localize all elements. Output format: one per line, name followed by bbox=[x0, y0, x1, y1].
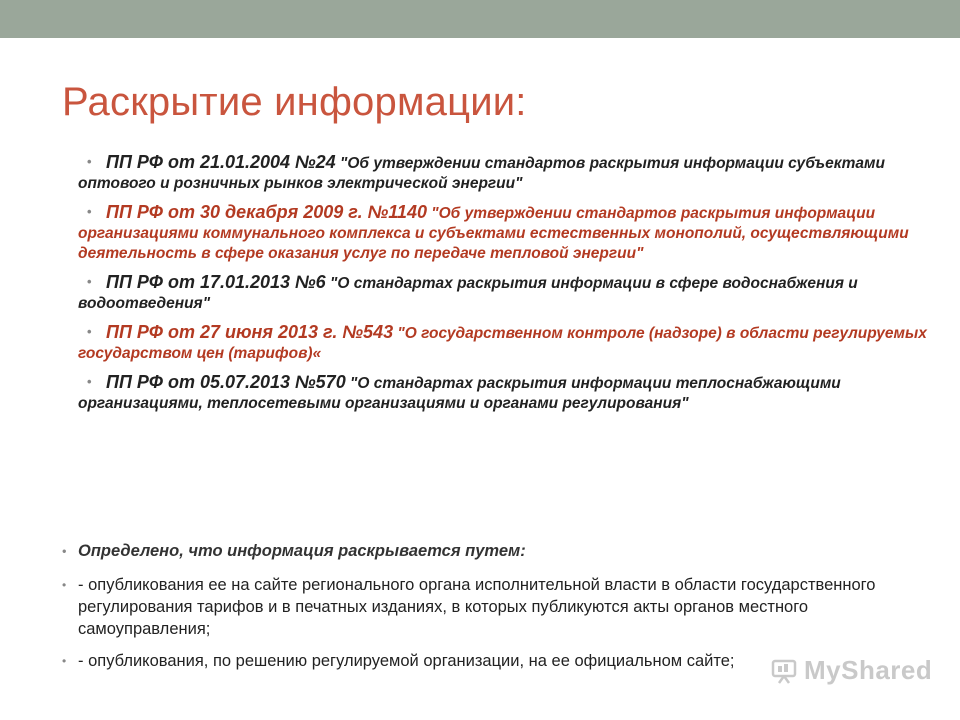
list-item bbox=[62, 574, 882, 640]
bullet: • bbox=[87, 374, 92, 389]
body-list bbox=[62, 540, 882, 682]
document-item bbox=[78, 372, 928, 414]
list-item-text: Определено, что информация раскрывается путем: bbox=[78, 542, 526, 560]
document-text: "О стандартах раскрытия информации в сфере водоснабжения и водоотведения" bbox=[78, 275, 858, 312]
top-bar bbox=[0, 0, 960, 38]
document-heading: ПП РФ от 27 июня 2013 г. №543 bbox=[106, 322, 394, 342]
document-text: "О стандартах раскрытия информации теплоснабжающими организациями, теплосетевыми организациями и органами регулирования" bbox=[78, 375, 841, 412]
document-text: "О государственном контроле (надзоре) в области регулируемых государством цен (тарифов)« bbox=[78, 325, 927, 362]
slide-title: Раскрытие информации: bbox=[62, 80, 527, 124]
list-item-text: - опубликования ее на сайте регионального органа исполнительной власти в области государственного регулирования тарифов и в печатных изданиях, в которых публикуются акты органов местного самоуправления; bbox=[78, 576, 876, 638]
document-heading: ПП РФ от 30 декабря 2009 г. №1140 bbox=[106, 202, 427, 222]
list-item bbox=[62, 540, 882, 562]
list-item-text: - опубликования, по решению регулируемой организации, на ее официальном сайте; bbox=[78, 652, 735, 670]
document-heading: ПП РФ от 17.01.2013 №6 bbox=[106, 272, 326, 292]
bullet: • bbox=[87, 274, 92, 289]
list-item bbox=[62, 650, 882, 672]
document-text: "Об утверждении стандартов раскрытия информации субъектами оптового и розничных рынков электрической энергии" bbox=[78, 155, 885, 192]
bullet: • bbox=[62, 544, 67, 558]
document-item bbox=[78, 152, 928, 194]
bullet: • bbox=[62, 578, 67, 592]
watermark-text: MyShared bbox=[804, 655, 933, 685]
document-text: "Об утверждении стандартов раскрытия информации организациями коммунального комплекса и субъектами естественных монополий, осуществляющими деятельность в сфере оказания услуг по передаче тепловой энергии" bbox=[78, 205, 909, 262]
presentation-icon bbox=[770, 657, 798, 685]
bullet: • bbox=[87, 154, 92, 169]
document-list bbox=[78, 152, 928, 422]
document-heading: ПП РФ от 21.01.2004 №24 bbox=[106, 152, 336, 172]
document-heading: ПП РФ от 05.07.2013 №570 bbox=[106, 372, 346, 392]
watermark bbox=[770, 655, 932, 686]
bullet: • bbox=[62, 654, 67, 668]
bullet: • bbox=[87, 324, 92, 339]
bullet: • bbox=[87, 204, 92, 219]
document-item bbox=[78, 202, 928, 264]
document-item bbox=[78, 272, 928, 314]
document-item bbox=[78, 322, 928, 364]
